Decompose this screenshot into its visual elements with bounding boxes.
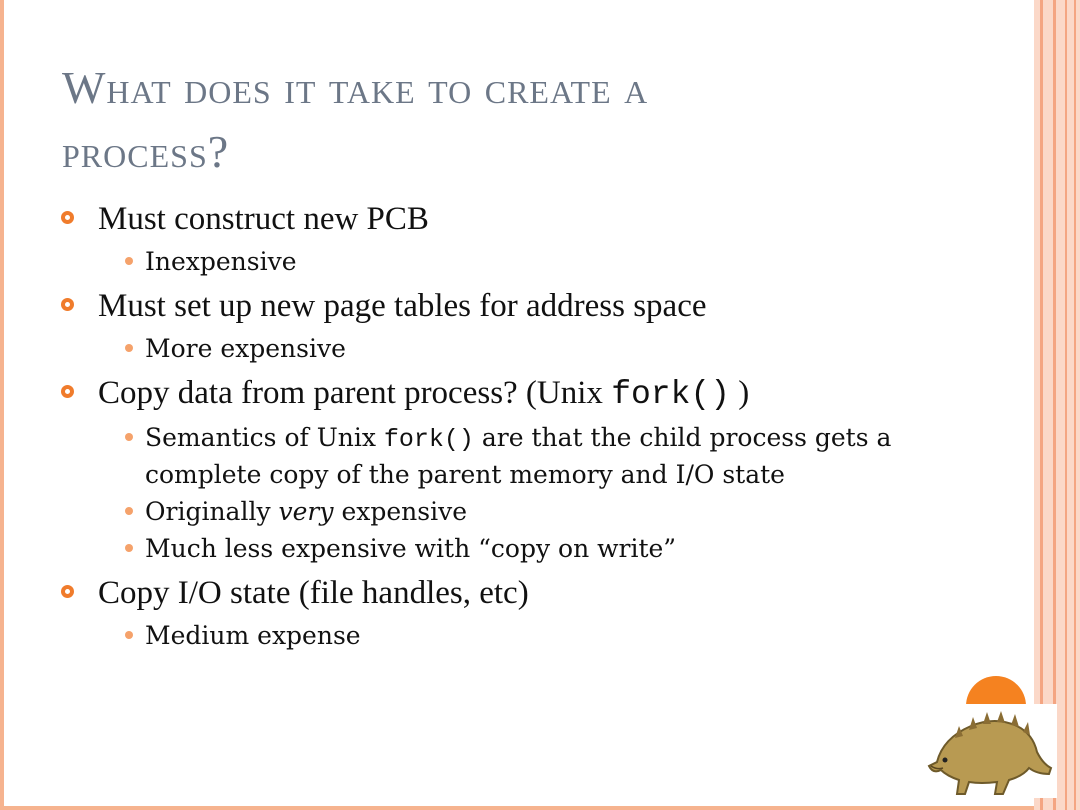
slide-title bbox=[62, 56, 902, 184]
sub-bullet-more-expensive: More expensive bbox=[125, 331, 980, 366]
band-stripe bbox=[1053, 0, 1056, 810]
title-line-2: process? bbox=[62, 126, 230, 177]
bullet-copy-io-state: Copy I/O state (file handles, etc) bbox=[80, 570, 980, 616]
dinosaur-icon bbox=[925, 704, 1057, 798]
code-fork: fork() bbox=[383, 425, 474, 454]
sub-bullet-inexpensive: Inexpensive bbox=[125, 244, 980, 279]
sub-bullet-fork-semantics: Semantics of Unix fork() are that the child process gets a complete copy of the parent memory and I/O state bbox=[125, 420, 980, 492]
band-stripe bbox=[1074, 0, 1076, 810]
bullet-copy-data: Copy data from parent process? (Unix fork() ) bbox=[80, 370, 980, 418]
title-line-1: What does it take to create a bbox=[62, 62, 649, 113]
sub-bullet-medium-expense: Medium expense bbox=[125, 618, 980, 653]
frame-left-border bbox=[0, 0, 4, 810]
band-stripe bbox=[1065, 0, 1067, 810]
bullet-page-tables: Must set up new page tables for address space bbox=[80, 283, 980, 329]
sub-bullet-originally-expensive: Originally very expensive bbox=[125, 494, 980, 529]
bullet-construct-pcb: Must construct new PCB bbox=[80, 196, 980, 242]
dinosaur-logo bbox=[925, 704, 1057, 798]
code-fork: fork() bbox=[611, 376, 731, 413]
frame-bottom-border bbox=[0, 806, 1080, 810]
bullet-list bbox=[80, 192, 980, 653]
sub-bullet-copy-on-write: Much less expensive with “copy on write” bbox=[125, 531, 980, 566]
band-stripe bbox=[1040, 0, 1043, 810]
right-decor-band bbox=[1034, 0, 1080, 810]
